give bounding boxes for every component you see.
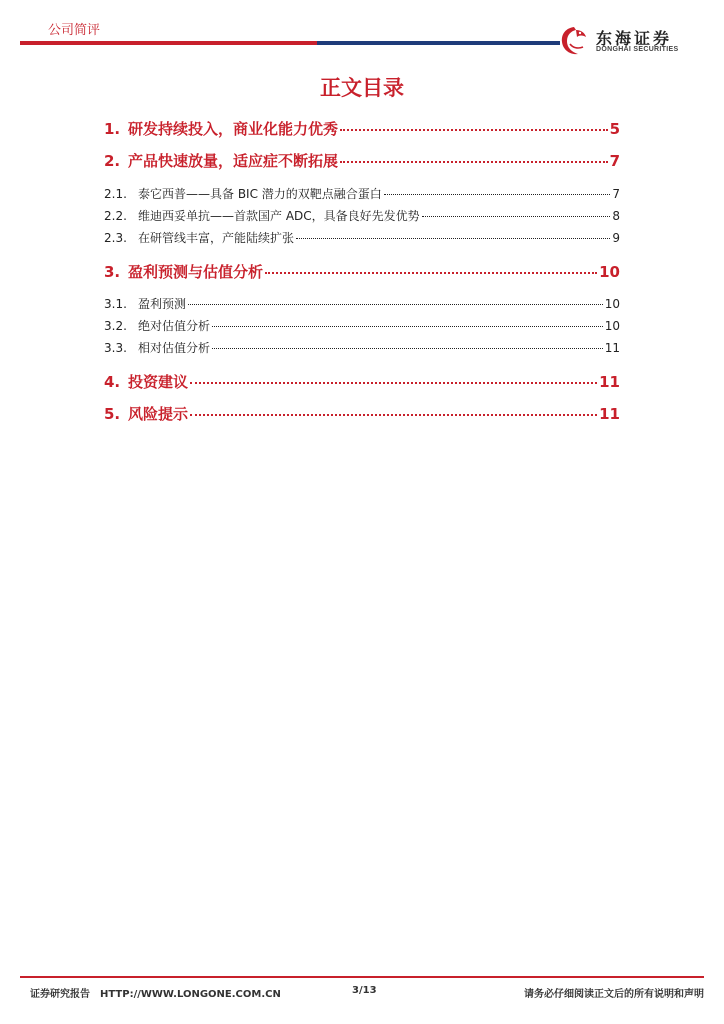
toc-leader xyxy=(296,238,610,239)
toc-item[interactable] xyxy=(104,150,620,171)
toc-leader xyxy=(422,216,611,217)
toc-item[interactable] xyxy=(104,118,620,139)
toc-item[interactable] xyxy=(104,317,620,334)
logo-en-text: DONGHAI SECURITIES xyxy=(596,46,679,53)
toc-number: 2.2. xyxy=(104,209,127,223)
toc-leader xyxy=(212,348,603,349)
toc-leader xyxy=(384,194,611,195)
toc-number: 3.1. xyxy=(104,297,127,311)
toc-number: 2.1. xyxy=(104,187,127,201)
toc-title: 研发持续投入，商业化能力优秀 xyxy=(128,120,339,138)
toc-item[interactable] xyxy=(104,261,620,282)
toc-title: 相对估值分析 xyxy=(138,341,211,355)
toc-leader xyxy=(190,414,597,416)
toc-title: 维迪西妥单抗——首款国产 ADC，具备良好先发优势 xyxy=(138,209,420,223)
toc-page: 10 xyxy=(599,263,620,281)
toc-title: 产品快速放量，适应症不断拓展 xyxy=(128,152,339,170)
footer-left xyxy=(30,985,281,1000)
toc-number: 4. xyxy=(104,373,121,391)
toc-item[interactable] xyxy=(104,295,620,312)
page-title: 正文目录 xyxy=(320,76,404,100)
toc-number: 3. xyxy=(104,263,121,281)
company-logo xyxy=(558,24,706,58)
toc-item[interactable] xyxy=(104,207,620,224)
toc-page: 7 xyxy=(612,187,620,201)
toc-number: 2. xyxy=(104,152,121,170)
footer-page-number: 3/13 xyxy=(352,985,377,996)
dragon-logo-icon xyxy=(558,24,590,58)
toc-page: 7 xyxy=(609,152,620,170)
toc-number: 3.2. xyxy=(104,319,127,333)
toc-title: 泰它西普——具备 BIC 潜力的双靶点融合蛋白 xyxy=(138,187,382,201)
footer-disclaimer: 请务必仔细阅读正文后的所有说明和声明 xyxy=(524,989,704,1000)
footer-report-type: 证券研究报告 xyxy=(30,989,90,1000)
toc-page: 9 xyxy=(612,231,620,245)
toc-page: 5 xyxy=(609,120,620,138)
toc-item[interactable] xyxy=(104,339,620,356)
toc-leader xyxy=(212,326,603,327)
header-bar xyxy=(20,41,560,45)
toc-number: 3.3. xyxy=(104,341,127,355)
toc-title: 盈利预测与估值分析 xyxy=(128,263,264,281)
toc-leader xyxy=(190,382,597,384)
toc-page: 10 xyxy=(604,297,620,311)
toc-page: 8 xyxy=(612,209,620,223)
toc-leader xyxy=(340,129,608,131)
toc-leader xyxy=(188,304,603,305)
toc-page: 10 xyxy=(604,319,620,333)
toc-page: 11 xyxy=(604,341,620,355)
toc-title: 在研管线丰富，产能陆续扩张 xyxy=(138,231,295,245)
toc-item[interactable] xyxy=(104,229,620,246)
toc-page: 11 xyxy=(599,373,620,391)
footer-url-link[interactable]: HTTP://WWW.LONGONE.COM.CN xyxy=(100,989,281,1000)
toc-title: 风险提示 xyxy=(128,405,189,423)
toc-page: 11 xyxy=(599,405,620,423)
toc-title: 盈利预测 xyxy=(138,297,187,311)
logo-cn-text: 东海证券 xyxy=(596,29,673,48)
toc-number: 5. xyxy=(104,405,121,423)
footer-divider xyxy=(20,976,704,978)
header-label: 公司简评 xyxy=(48,23,101,38)
toc-number: 2.3. xyxy=(104,231,127,245)
toc-leader xyxy=(265,272,597,274)
toc-leader xyxy=(340,161,608,163)
toc-title: 绝对估值分析 xyxy=(138,319,211,333)
toc-item[interactable] xyxy=(104,185,620,202)
toc-title: 投资建议 xyxy=(128,373,189,391)
toc-item[interactable] xyxy=(104,403,620,424)
toc-number: 1. xyxy=(104,120,121,138)
toc-item[interactable] xyxy=(104,371,620,392)
